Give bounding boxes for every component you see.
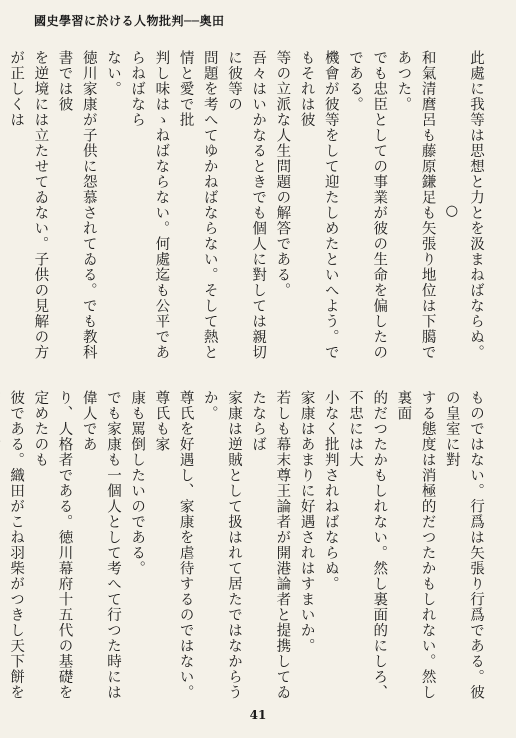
section-mark: ○ (443, 202, 460, 220)
running-header: 國史學習に於ける人物批判──奥田 (34, 14, 225, 28)
lower-text-block (8, 390, 488, 700)
text-line: 機會が彼等をして迎たしめたといへよう。でもそれは彼 (298, 50, 339, 360)
text-line: 家康は逆賊として扱はれて居たではなからうか。 (201, 390, 242, 700)
text-line: 吾々はいかなるときでも個人に對しては親切に彼等の (225, 50, 267, 360)
text-line: ものではない。行爲は矢張り行爲である。彼の皇室に對 (443, 390, 484, 700)
text-line: する態度は消極的だつたかもしれない。然し裏面 (395, 390, 436, 700)
text-line: 尊氏を好遇し、家康を虐待するのではない。尊氏も家 (153, 390, 194, 700)
text-line: 的だつたかもしれない。然し裏面的にしろ、不忠には大 (346, 390, 388, 700)
text-line: り、人格者である。徳川幕府十五代の基礎を定めたのも (32, 390, 73, 700)
page-number: 41 (249, 708, 267, 722)
text-line (0, 50, 4, 372)
text-line: 彼である。織田がこね羽柴がつきし天下餅を (8, 390, 25, 700)
text-line: 和氣清麿呂も藤原鎌足も矢張り地位は下臈であつた。 (395, 50, 436, 360)
text-line: を逆境には立たせてゐない。子供の見解の方が正しくは (8, 50, 49, 360)
text-line: ない。 (104, 50, 121, 97)
text-line: 此處に我等は思想と力とを汲まねばならぬ。 (468, 50, 484, 360)
text-line: でも忠臣としての事業が彼の生命を偏したのである。 (346, 50, 388, 360)
upper-text-block (8, 50, 488, 372)
text-line: 徳川家康が子供に怨慕されてゐる。でも教科書では彼 (56, 50, 97, 360)
text-line: 小なく批判されねばならぬ。 (322, 390, 339, 592)
text-line: でも家康も一個人として考へて行つた時には偉人であ (80, 390, 121, 700)
text-line: 判し味はゝねばならない。何處迄も公平であらねばなら (129, 50, 170, 360)
text-line: 問題を考へてゆかねばならない。そして熱と情と愛で批 (177, 50, 218, 360)
text-line: 等の立派な人生問題の解答である。 (274, 50, 291, 298)
text-line: 若しも幕末尊王論者が開港論者と提携してゐたならば (250, 390, 291, 700)
text-line: 家康はあまりに好遇されはすまいか。 (298, 390, 315, 654)
text-line: 康も罵倒したいのである。 (129, 390, 146, 576)
